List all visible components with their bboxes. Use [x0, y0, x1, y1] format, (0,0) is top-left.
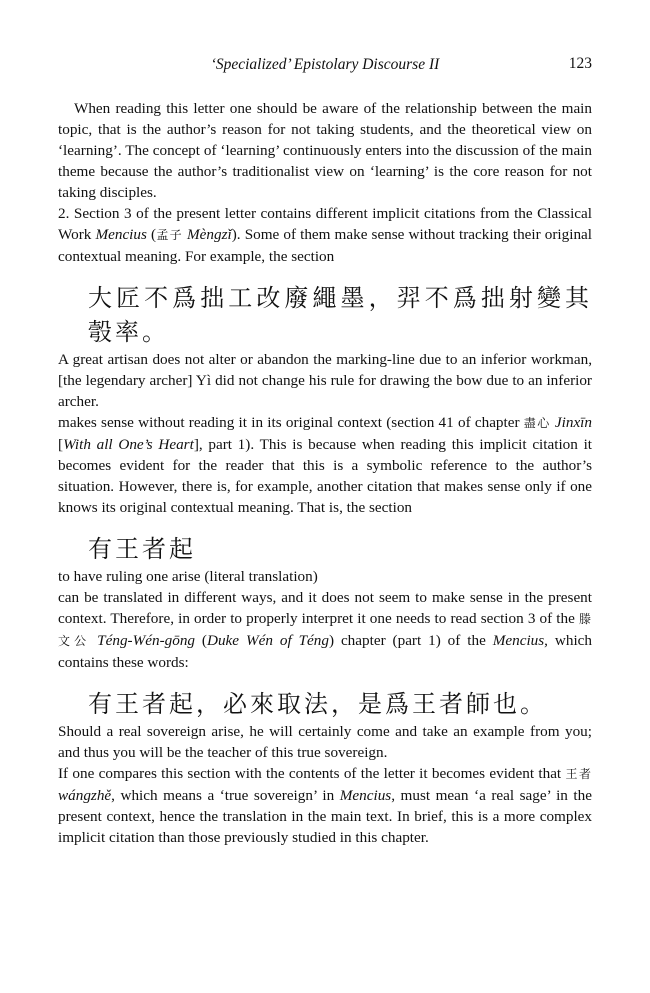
text-run: , must mean ‘a real sage’ in the present context, hence the translation in the main text. In brief, this is a more complex implicit citation than those previously studied in this chapter. [58, 787, 592, 846]
text-run: , which contains these words: [58, 632, 592, 671]
chinese-term: 王者 [565, 767, 592, 781]
translation-3: Should a real sovereign arise, he will certainly come and take an example from you; and thus you will be the teacher of this true sovereign. [58, 723, 592, 761]
english-title: Duke Wén of Téng [207, 632, 329, 649]
running-title: ‘Specialized’ Epistolary Discourse II [210, 56, 440, 73]
text-run: can be translated in different ways, and it does not seem to make sense in the present context. Therefore, in order to properly interpret it one needs to read section 3 of the [58, 589, 592, 627]
pinyin-term: Téng-Wén-gōng [97, 632, 196, 649]
chinese-term: 孟子 [156, 228, 183, 242]
text-run: ( [146, 226, 157, 243]
paragraph-5 [58, 763, 592, 848]
text-run: ). Some of them make sense without tracking their original contextual meaning. For example, the section [58, 226, 593, 265]
text-run: ) chapter (part 1) of the [328, 632, 493, 649]
chinese-term: 盡心 [523, 416, 551, 430]
translation-1: A great artisan does not alter or abandon the marking-line due to an inferior workman, [the legendary archer] Yì did not change his rule for drawing the bow due to an inferior archer. [58, 351, 592, 410]
page-number: 123 [568, 55, 592, 72]
text-run: ( [195, 632, 207, 649]
chinese-citation-3: 有王者起，必來取法，是爲王者師也。 [88, 690, 547, 718]
text-run: , which means a ‘true sovereign’ in [111, 787, 340, 804]
paragraph-4 [58, 587, 592, 673]
paragraph-3 [58, 412, 592, 518]
pinyin-term: wángzhě [58, 787, 112, 804]
chinese-citation-2: 有王者起 [88, 535, 196, 563]
text-run: [ [58, 436, 64, 453]
text-run: makes sense without reading it in its original context (section 41 of chapter [58, 414, 524, 431]
chinese-term: 滕文公 [58, 612, 592, 648]
chinese-citation-1: 大匠不爲拙工改廢繩墨，羿不爲拙射變其彀率。 [88, 284, 592, 346]
text-run: If one compares this section with the contents of the letter it becomes evident that [58, 765, 566, 782]
main-text [58, 98, 592, 848]
pinyin-term: Mèngzǐ [187, 226, 232, 243]
text-run: 2. Section 3 of the present letter contains different implicit citations from the Classical Work [58, 205, 592, 243]
page-header [58, 52, 592, 80]
work-title: Mencius [339, 787, 392, 804]
work-title: Mencius [492, 632, 545, 649]
work-title: Mencius [95, 226, 147, 243]
text-run: ], part 1). This is because when reading this implicit citation it becomes evident for the reader that this is a symbolic reference to the author’s situation. However, there is, for example, another citation that makes sense only if one knows its original contextual meaning. That is, the section [58, 436, 593, 516]
pinyin-term: Jinxīn [554, 414, 592, 431]
paragraph-2 [58, 203, 592, 267]
english-title: With all One’s Heart [63, 436, 194, 453]
translation-2: to have ruling one arise (literal translation) [58, 568, 318, 585]
paragraph-1: When reading this letter one should be aware of the relationship between the main topic, that is the author’s reason for not taking students, and the theoretical view on ‘learning’. The concept of ‘learning’ continuously enters into the discussion of the main theme because the author’s traditionalist view on ‘learning’ is the core reason for not taking disciples. [58, 100, 592, 201]
